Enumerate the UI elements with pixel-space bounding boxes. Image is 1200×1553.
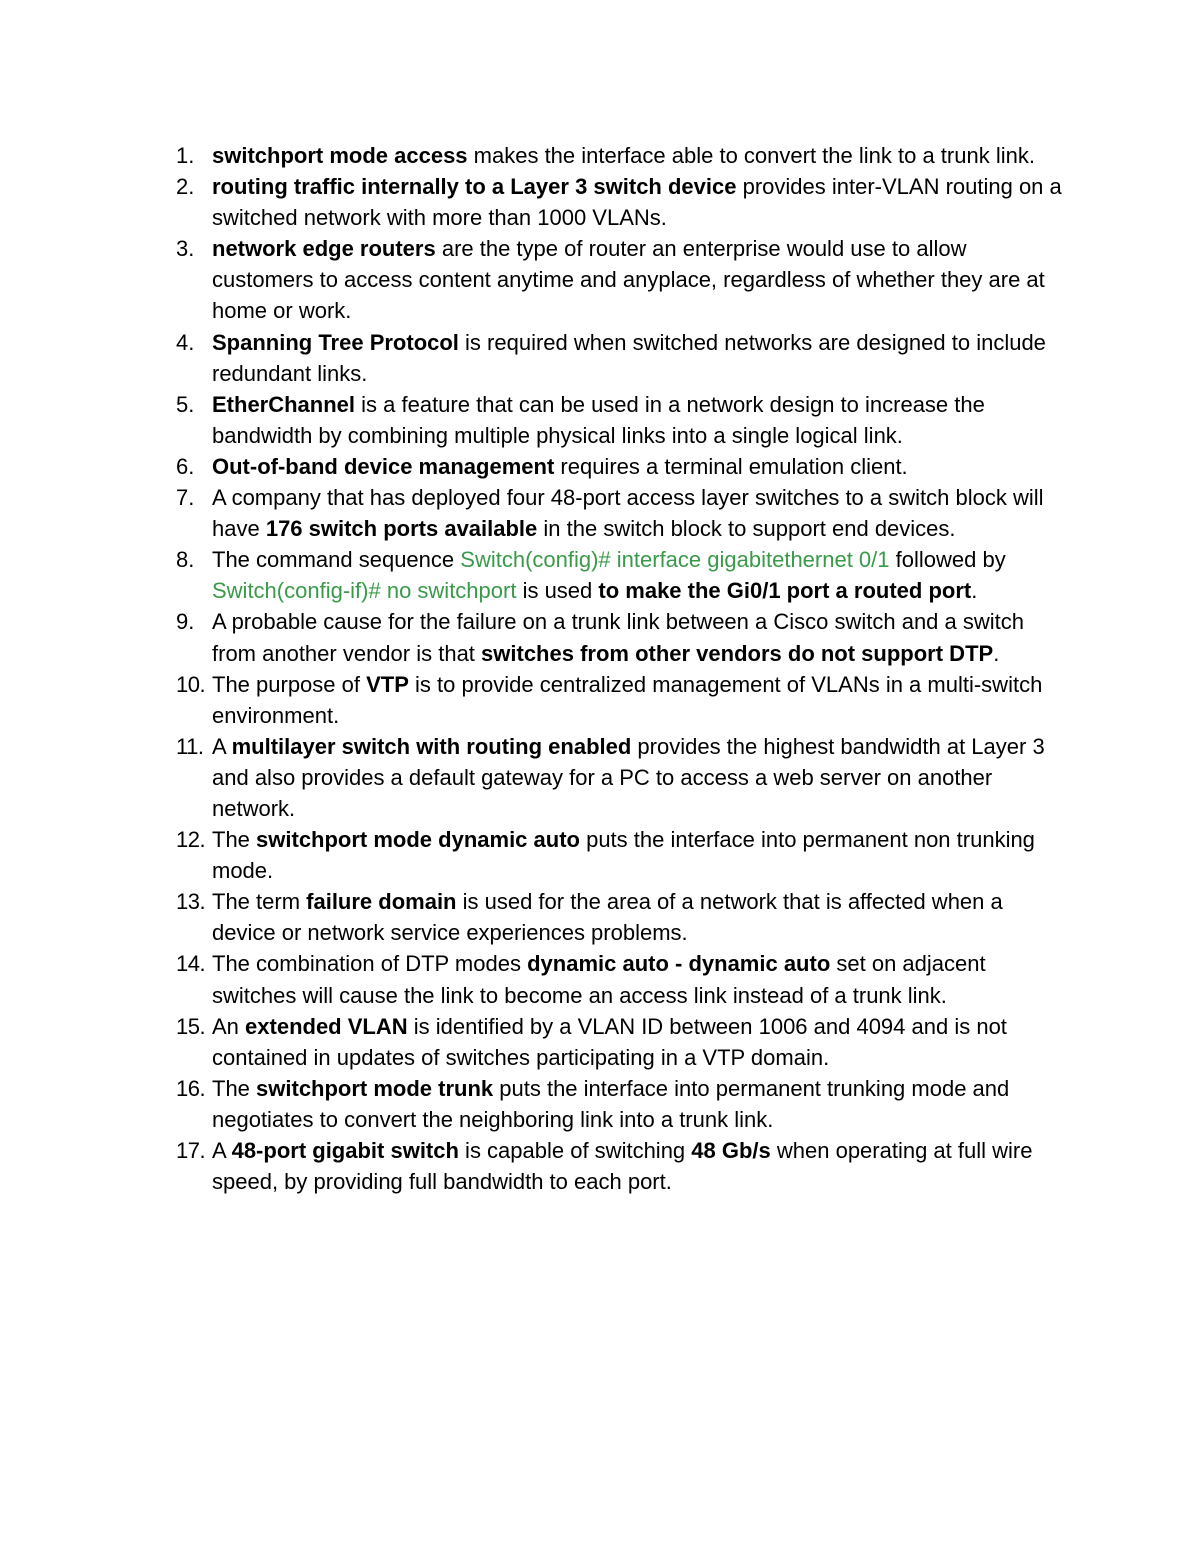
list-item: [164, 233, 1064, 326]
list-item: [164, 669, 1064, 731]
text-run: are the type of router an enterprise would use to allow customers to access content anytime and anyplace, regardless of whether they are at home or work.: [212, 236, 1045, 324]
text-run: is used: [516, 578, 599, 604]
list-item-text: [212, 948, 1064, 1010]
numbered-statement-list: [164, 140, 1064, 1197]
list-item-number: 16.: [176, 1075, 206, 1101]
list-item-text: [212, 731, 1064, 824]
bold-term: EtherChannel: [212, 391, 356, 417]
bold-term: dynamic auto - dynamic auto: [527, 951, 831, 977]
list-item-number: 12.: [176, 827, 206, 853]
list-item-number: 14.: [176, 951, 206, 977]
list-item-text: [212, 482, 1064, 544]
list-item-text: [212, 171, 1064, 233]
text-run: requires a terminal emulation client.: [554, 453, 908, 479]
list-item: [164, 824, 1064, 886]
list-item: [164, 886, 1064, 948]
list-item-text: [212, 669, 1064, 731]
list-item-number: 6.: [176, 453, 195, 479]
text-run: A company that has deployed four 48-port access layer switches to a switch block will have: [212, 485, 1044, 542]
list-item-number: 13.: [176, 889, 206, 915]
text-run: when operating at full wire speed, by providing full bandwidth to each port.: [212, 1138, 1033, 1195]
bold-term: switchport mode trunk: [256, 1075, 494, 1101]
list-item: [164, 1135, 1064, 1197]
text-run: A probable cause for the failure on a trunk link between a Cisco switch and a switch from another vendor is that: [212, 609, 1025, 666]
list-item: [164, 1073, 1064, 1135]
list-item-number: 7.: [176, 485, 195, 511]
list-item: [164, 544, 1064, 606]
text-run: The term: [212, 889, 307, 915]
list-item-text: [212, 233, 1064, 326]
text-run: The combination of DTP modes: [212, 951, 528, 977]
list-item: [164, 948, 1064, 1010]
text-run: provides the highest bandwidth at Layer 3 and also provides a default gateway for a PC to access a web server on another network.: [212, 733, 1045, 821]
command-text: Switch(config)# interface gigabitethernet 0/1: [460, 547, 890, 573]
bold-term: extended VLAN: [245, 1013, 408, 1039]
text-run: The command sequence: [212, 547, 461, 573]
list-item-text: [212, 886, 1064, 948]
text-run: .: [993, 640, 1000, 666]
list-item-text: [212, 1073, 1064, 1135]
text-run: provides inter-VLAN routing on a switched network with more than 1000 VLANs.: [212, 174, 1062, 231]
list-item: [164, 606, 1064, 668]
text-run: is used for the area of a network that is affected when a device or network service experiences problems.: [212, 889, 1003, 946]
text-run: is required when switched networks are designed to include redundant links.: [212, 329, 1046, 386]
bold-term: 48-port gigabit switch: [231, 1138, 459, 1163]
list-item-number: 10.: [176, 671, 206, 697]
text-run: in the switch block to support end devices.: [537, 516, 956, 542]
list-item-text: [212, 389, 1064, 451]
text-run: is identified by a VLAN ID between 1006 and 4094 and is not contained in updates of switches participating in a VTP domain.: [212, 1013, 1007, 1070]
list-item-text: [212, 606, 1064, 668]
list-item-number: 3.: [176, 236, 195, 262]
text-run: makes the interface able to convert the link to a trunk link.: [467, 143, 1035, 168]
bold-term: routing traffic internally to a Layer 3 switch device: [212, 174, 737, 200]
bold-term: to make the Gi0/1 port a routed port: [598, 578, 972, 604]
list-item-text: [212, 140, 1064, 171]
text-run: A: [212, 1138, 232, 1163]
list-item-text: [212, 451, 1064, 482]
bold-term: switches from other vendors do not support DTP: [481, 640, 994, 666]
text-run: puts the interface into permanent trunking mode and negotiates to convert the neighboring link into a trunk link.: [212, 1075, 1010, 1132]
bold-term: switchport mode access: [212, 143, 468, 168]
text-run: set on adjacent switches will cause the link to become an access link instead of a trunk link.: [212, 951, 986, 1008]
list-item-number: 9.: [176, 609, 195, 635]
text-run: The purpose of: [212, 671, 367, 697]
list-item: [164, 389, 1064, 451]
bold-term: failure domain: [306, 889, 457, 915]
list-item-number: 15.: [176, 1013, 206, 1039]
list-item: [164, 327, 1064, 389]
list-item-text: [212, 824, 1064, 886]
command-text: Switch(config-if)# no switchport: [212, 578, 517, 604]
text-run: puts the interface into permanent non trunking mode.: [212, 827, 1035, 884]
list-item-number: 1.: [176, 143, 195, 168]
list-item: [164, 731, 1064, 824]
list-item-number: 17.: [176, 1138, 206, 1163]
text-run: followed by: [889, 547, 1006, 573]
bold-term: VTP: [366, 671, 409, 697]
bold-term: Spanning Tree Protocol: [212, 329, 459, 355]
text-run: .: [971, 578, 978, 604]
text-run: is capable of switching: [458, 1138, 692, 1163]
text-run: An: [212, 1013, 246, 1039]
text-run: is a feature that can be used in a network design to increase the bandwidth by combining multiple physical links into a single logical link.: [212, 391, 985, 448]
list-item-number: 11.: [176, 733, 204, 759]
list-item-text: [212, 1135, 1064, 1197]
list-item-text: [212, 327, 1064, 389]
list-item: [164, 140, 1064, 171]
bold-term: 48 Gb/s: [691, 1138, 771, 1163]
bold-term: Out-of-band device management: [212, 453, 555, 479]
list-item-number: 4.: [176, 329, 195, 355]
list-item: [164, 482, 1064, 544]
list-item-number: 5.: [176, 391, 195, 417]
list-item-text: [212, 1011, 1064, 1073]
text-run: is to provide centralized management of VLANs in a multi-switch environment.: [212, 671, 1043, 728]
list-item: [164, 1011, 1064, 1073]
list-item-number: 8.: [176, 547, 195, 573]
text-run: The: [212, 1075, 257, 1101]
list-item: [164, 451, 1064, 482]
list-item-text: [212, 544, 1064, 606]
bold-term: switchport mode dynamic auto: [256, 827, 580, 853]
list-item-number: 2.: [176, 174, 195, 200]
text-run: A: [212, 733, 232, 759]
list-item: [164, 171, 1064, 233]
text-run: The: [212, 827, 257, 853]
bold-term: 176 switch ports available: [265, 516, 538, 542]
bold-term: multilayer switch with routing enabled: [231, 733, 632, 759]
bold-term: network edge routers: [212, 236, 436, 262]
